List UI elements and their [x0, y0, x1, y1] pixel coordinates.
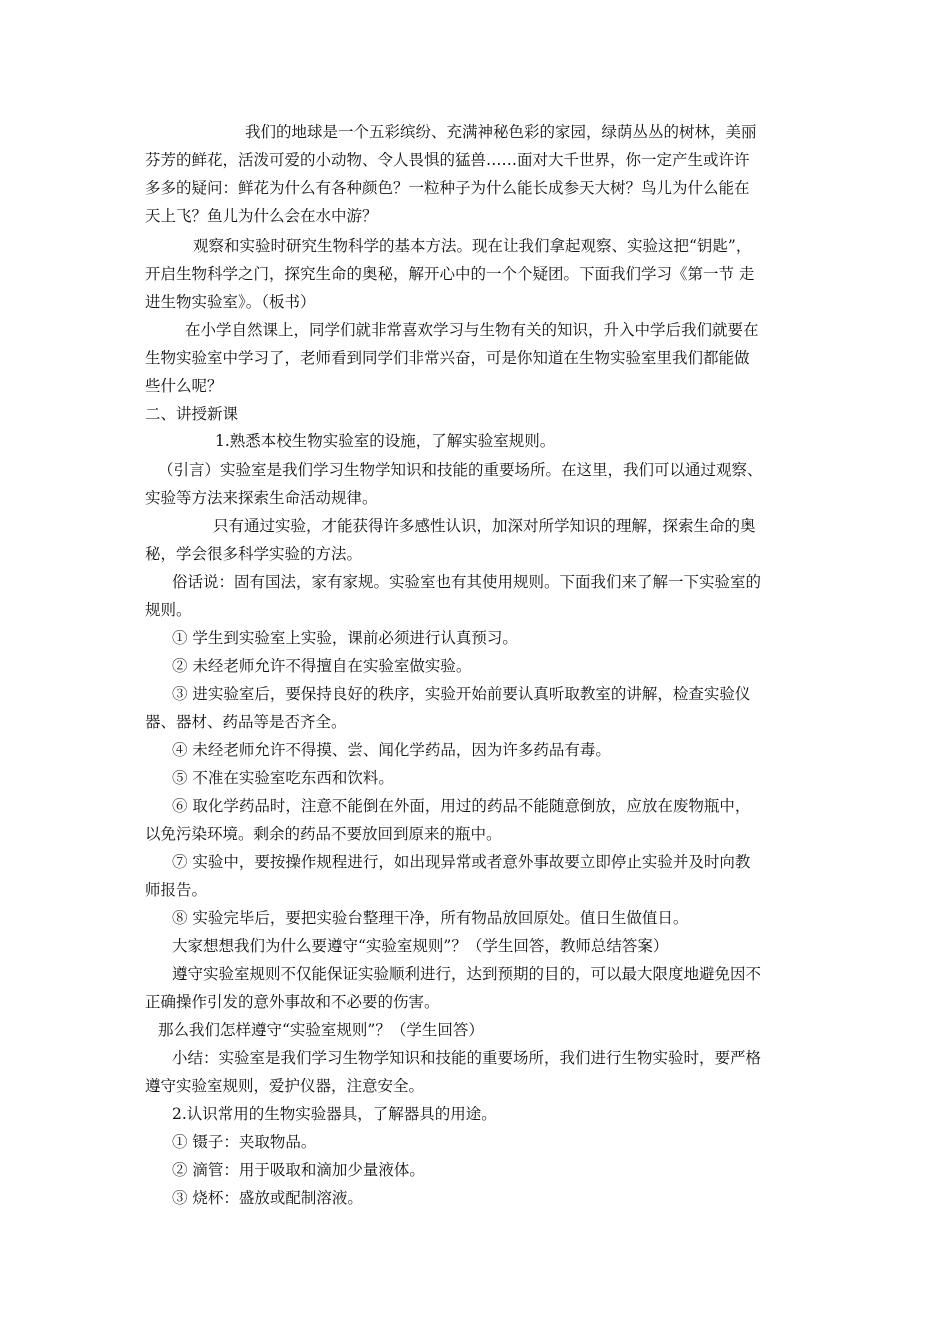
paragraph-line: 秘，学会很多科学实验的方法。: [145, 545, 363, 563]
paragraph-line: 实验等方法来探索生命活动规律。: [145, 489, 378, 507]
subsection-heading: 2.认识常用的生物实验器具，了解器具的用途。: [172, 1105, 497, 1123]
paragraph-line: 俗话说：固有国法，家有家规。实验室也有其使用规则。下面我们来了解一下实验室的: [172, 573, 762, 591]
rule-item: ⑦ 实验中，要按操作规程进行，如出现异常或者意外事故要立即停止实验并及时向教: [172, 853, 751, 871]
paragraph-line: 进生物实验室》。（板书）: [145, 293, 316, 311]
paragraph-line: 生物实验室中学习了，老师看到同学们非常兴奋，可是你知道在生物实验室里我们都能做: [145, 349, 750, 367]
equipment-item: ① 镊子：夹取物品。: [172, 1133, 317, 1151]
paragraph-line: 观察和实验时研究生物科学的基本方法。现在让我们拿起观察、实验这把“钥匙”，: [193, 237, 752, 255]
paragraph-line: 正确操作引发的意外事故和不必要的伤害。: [145, 993, 440, 1011]
equipment-item: ③ 烧杯：盛放或配制溶液。: [172, 1189, 363, 1207]
paragraph-line: （引言）实验室是我们学习生物学知识和技能的重要场所。在这里，我们可以通过观察、: [158, 461, 763, 479]
paragraph-line: 开启生物科学之门，探究生命的奥秘，解开心中的一个个疑团。下面我们学习《第一节 走: [145, 265, 755, 283]
rule-item: ② 未经老师允许不得擅自在实验室做实验。: [172, 657, 472, 675]
subsection-heading: 1.熟悉本校生物实验室的设施，了解实验室规则。: [215, 432, 556, 450]
rule-item: ⑥ 取化学药品时，注意不能倒在外面，用过的药品不能随意倒放，应放在废物瓶中，: [172, 797, 751, 815]
paragraph-line: 芬芳的鲜花，活泼可爱的小动物、令人畏惧的猛兽……面对大千世界，你一定产生或许许: [145, 151, 750, 169]
paragraph-line: 那么我们怎样遵守“实验室规则”？（学生回答）: [158, 1021, 484, 1039]
paragraph-line: 我们的地球是一个五彩缤纷、充满神秘色彩的家园，绿荫丛丛的树林，美丽: [245, 123, 757, 141]
paragraph-line: 些什么呢？: [145, 377, 223, 395]
rule-item-continuation: 器、器材、药品等是否齐全。: [145, 713, 347, 731]
paragraph-line: 只有通过实验，才能获得许多感性认识，加深对所学知识的理解，探索生命的奥: [213, 517, 756, 535]
paragraph-line: 规则。: [145, 601, 192, 619]
paragraph-line: 在小学自然课上，同学们就非常喜欢学习与生物有关的知识，升入中学后我们就要在: [185, 321, 759, 339]
summary-line: 遵守实验室规则，爱护仪器，注意安全。: [145, 1077, 425, 1095]
rule-item: ⑧ 实验完毕后，要把实验台整理干净，所有物品放回原处。值日生做值日。: [172, 909, 689, 927]
rule-item: ④ 未经老师允许不得摸、尝、闻化学药品，因为许多药品有毒。: [172, 741, 611, 759]
rule-item-continuation: 师报告。: [145, 881, 208, 899]
rule-item: ① 学生到实验室上实验，课前必须进行认真预习。: [172, 629, 518, 647]
rule-item: ⑤ 不准在实验室吃东西和饮料。: [172, 769, 394, 787]
section-heading: 二、讲授新课: [145, 405, 239, 423]
paragraph-line: 多多的疑问：鲜花为什么有各种颜色？一粒种子为什么能长成参天大树？鸟儿为什么能在: [145, 179, 750, 197]
rule-item-continuation: 以免污染环境。剩余的药品不要放回到原来的瓶中。: [145, 825, 502, 843]
paragraph-line: 遵守实验室规则不仅能保证实验顺利进行，达到预期的目的，可以最大限度地避免因不: [172, 965, 762, 983]
rule-item: ③ 进实验室后，要保持良好的秩序，实验开始前要认真听取教室的讲解，检查实验仪: [172, 685, 751, 703]
summary-line: 小结：实验室是我们学习生物学知识和技能的重要场所，我们进行生物实验时，要严格: [172, 1049, 762, 1067]
paragraph-line: 天上飞？鱼儿为什么会在水中游？: [145, 207, 378, 225]
paragraph-line: 大家想想我们为什么要遵守“实验室规则”？（学生回答，教师总结答案）: [172, 937, 669, 955]
equipment-item: ② 滴管：用于吸取和滴加少量液体。: [172, 1161, 425, 1179]
